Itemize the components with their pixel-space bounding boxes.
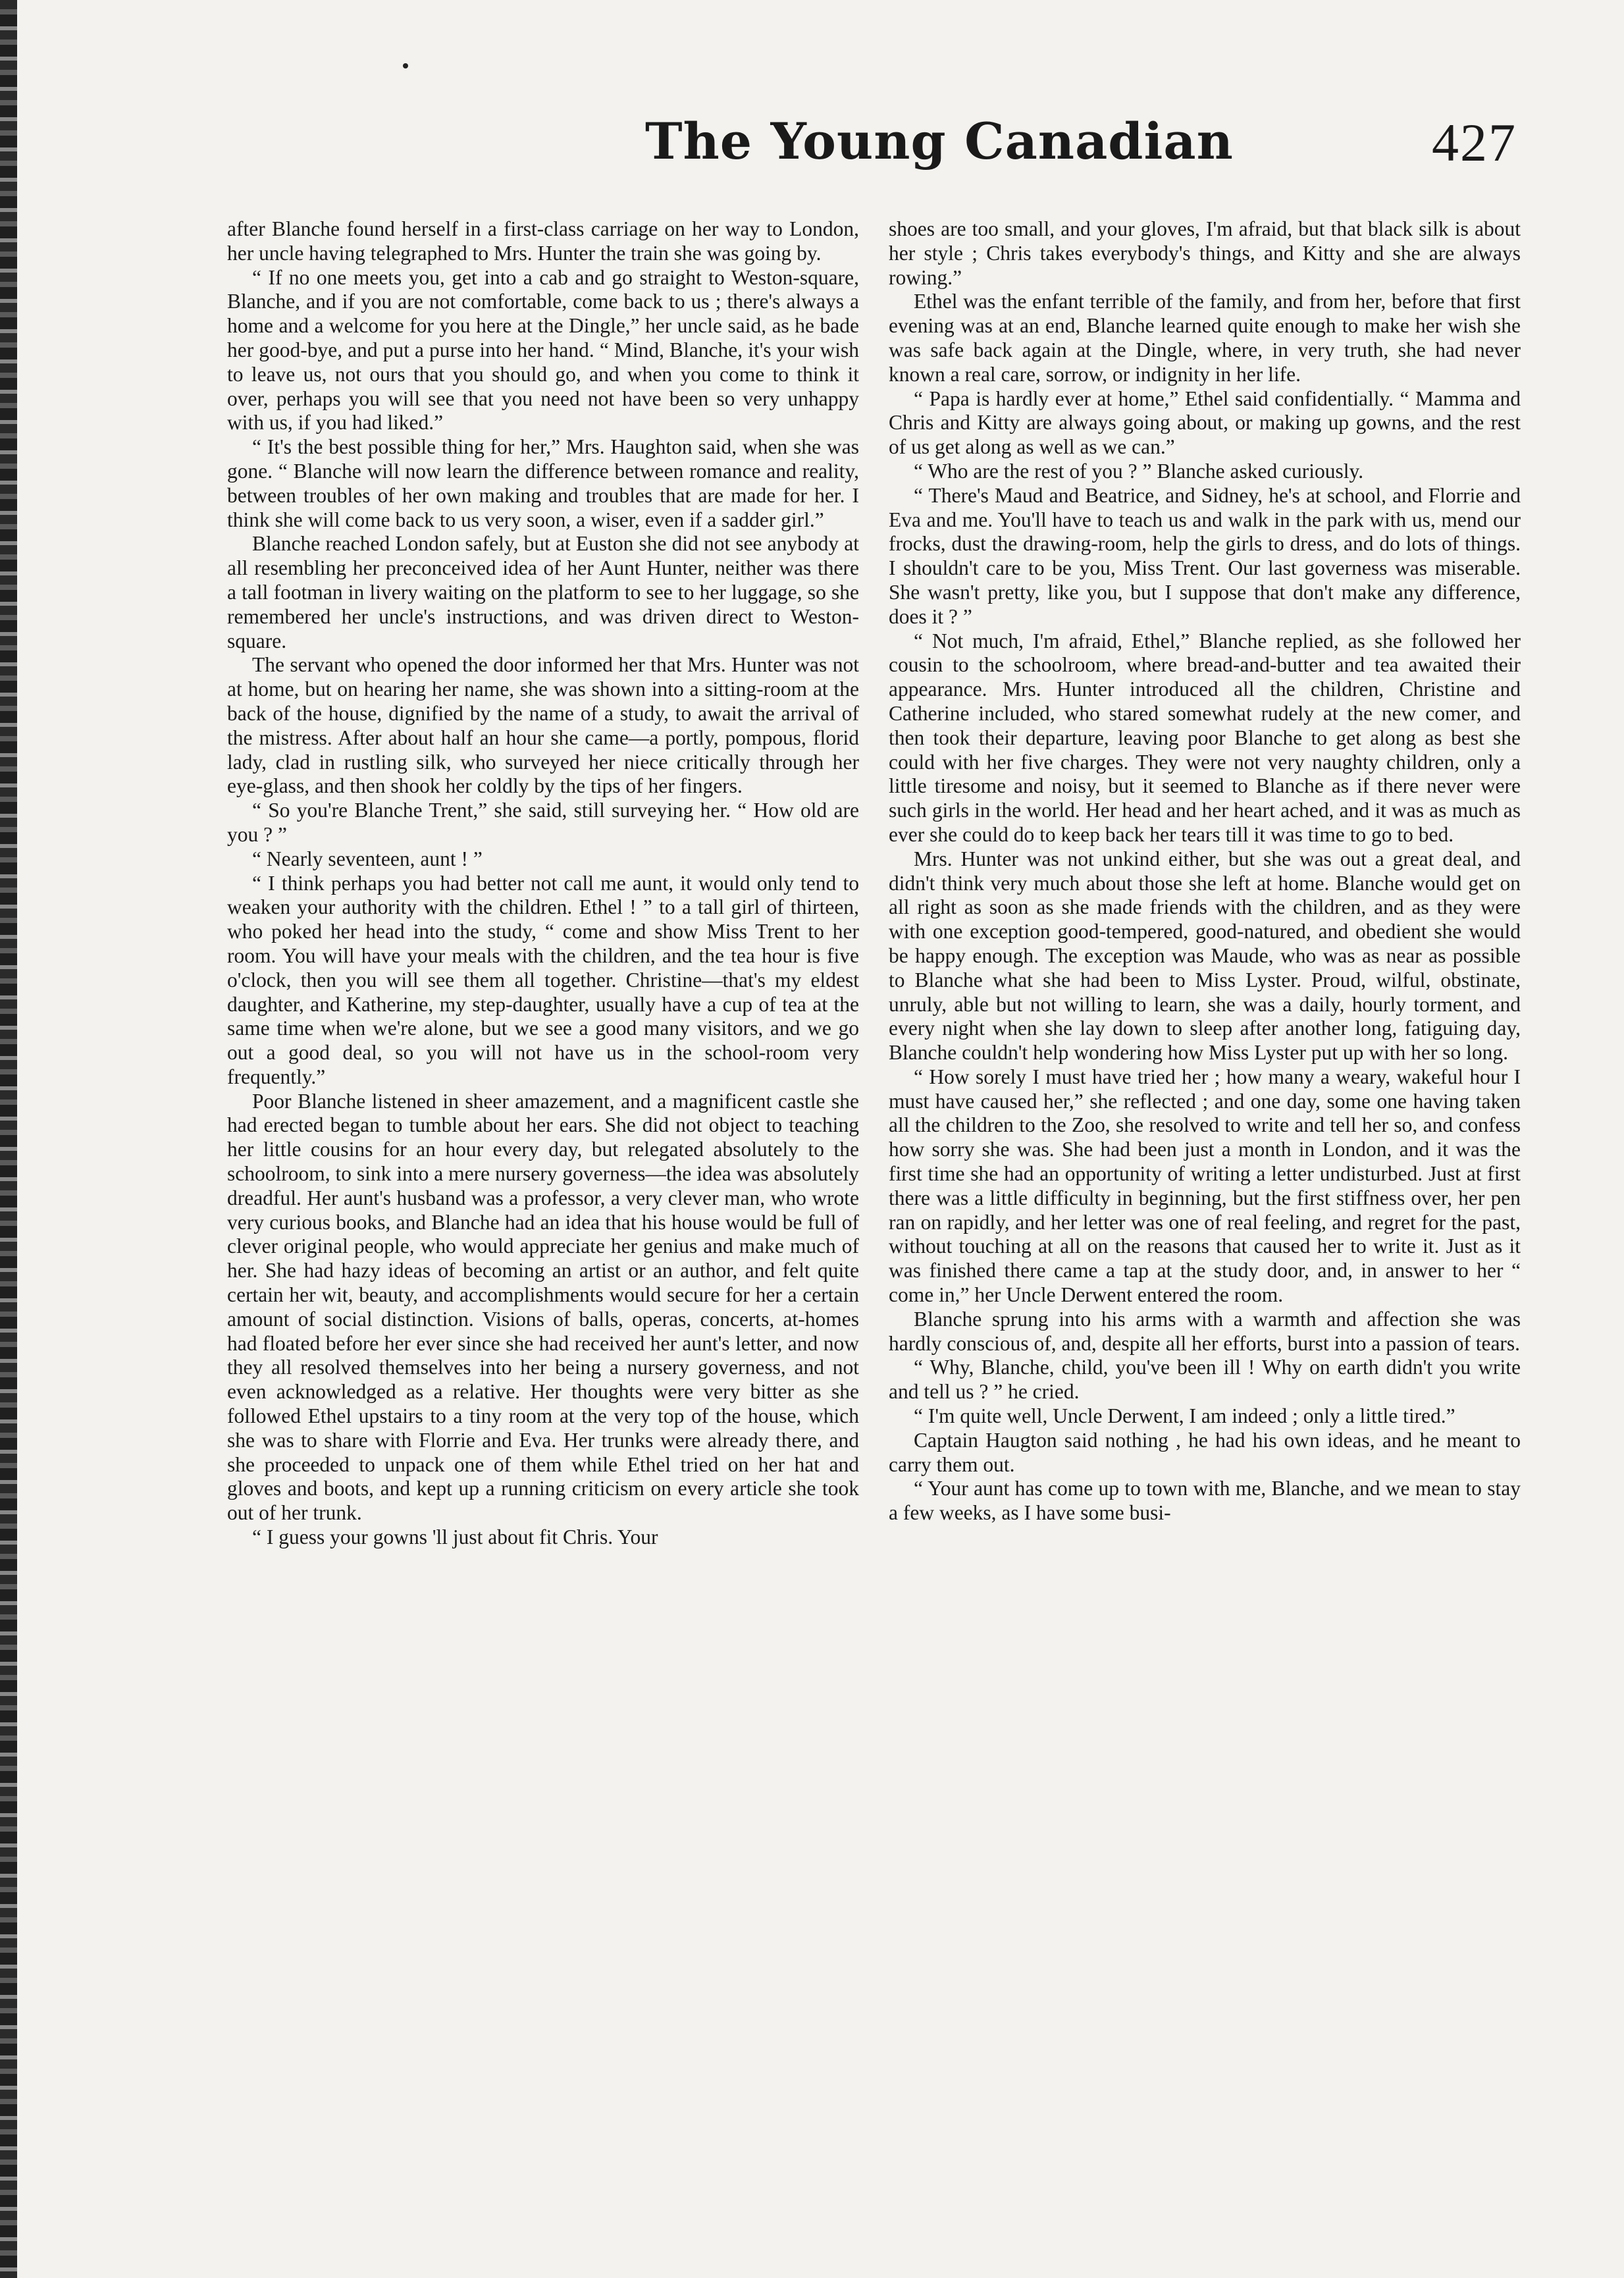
paragraph: shoes are too small, and your gloves, I'm afraid, but that black silk is about her style ; Chris takes everybody's things, and Kitty and she are always rowing.” xyxy=(889,217,1521,289)
paragraph: “ So you're Blanche Trent,” she said, still surveying her. “ How old are you ? ” xyxy=(227,799,859,846)
paragraph: “ Papa is hardly ever at home,” Ethel said confidentially. “ Mamma and Chris and Kitty are always going about, or making up gowns, and the rest of us get along as well as we can.” xyxy=(889,386,1521,459)
paragraph: Ethel was the enfant terrible of the family, and from her, before that first evening was at an end, Blanche learned quite enough to make her wish she was safe back again at the Dingle, where, in very truth, she had never known a real care, sorrow, or indignity in her life. xyxy=(889,290,1521,386)
left-column xyxy=(227,217,859,1550)
paragraph: “ If no one meets you, get into a cab and go straight to Weston-square, Blanche, and if you are not comfortable, come back to us ; there's always a home and a welcome for you here at the Dingle,” her uncle said, as he bade her good-bye, and put a purse into her hand. “ Mind, Blanche, it's your wish to leave us, not ours that you should go, and when you come to think it over, perhaps you will see that you need not have been so very unhappy with us, if you had liked.” xyxy=(227,265,859,435)
paragraph: The servant who opened the door informed her that Mrs. Hunter was not at home, but on hearing her name, she was shown into a sitting-room at the back of the house, dignified by the name of a study, to await the arrival of the mistress. After about half an hour she came—a portly, pompous, florid lady, clad in rustling silk, who surveyed her niece critically through her eye-glass, and then shook her coldly by the tips of her fingers. xyxy=(227,653,859,798)
paragraph: “ I'm quite well, Uncle Derwent, I am indeed ; only a little tired.” xyxy=(914,1404,1455,1428)
paragraph: Mrs. Hunter was not unkind either, but she was out a great deal, and didn't think very much about those she left at home. Blanche would get on all right as soon as she made friends with the children, and as they were with one exception good-tempered, good-natured, and obedient she would be happy enough. The exception was Maude, who was as near as possible to Blanche what she had been to Miss Lyster. Proud, wilful, obstinate, unruly, able but not willing to learn, she was a daily, hourly torment, and every night when she lay down to sleep after another long, fatiguing day, Blanche couldn't help wondering how Miss Lyster put up with her so long. xyxy=(889,847,1521,1065)
ink-speck xyxy=(403,63,408,68)
paragraph: “ Your aunt has come up to town with me, Blanche, and we mean to stay a few weeks, as I have some busi- xyxy=(889,1477,1521,1525)
right-column xyxy=(889,217,1521,1525)
page-number: 427 xyxy=(1432,113,1517,172)
paragraph: “ Who are the rest of you ? ” Blanche asked curiously. xyxy=(914,459,1364,483)
paragraph: “ How sorely I must have tried her ; how many a weary, wakeful hour I must have caused her,” she reflected ; and one day, some one having taken all the children to the Zoo, she resolved to write and tell her so, and confess how sorry she was. She had been just a month in London, and it was the first time she had an opportunity of writing a letter undisturbed. Just at first there was a little difficulty in beginning, but the first stiffness over, her pen ran on rapidly, and her letter was one of real feeling, and regret for the past, without touching at all on the reasons that caused her to write it. Just as it was finished there came a tap at the study door, and, in answer to her “ come in,” her Uncle Derwent entered the room. xyxy=(889,1065,1521,1307)
paragraph: Poor Blanche listened in sheer amazement, and a magnificent castle she had erected began to tumble about her ears. She did not object to teaching her little cousins for an hour every day, but relegated absolutely to the schoolroom, to sink into a mere nursery governess—the idea was absolutely dreadful. Her aunt's husband was a professor, a very clever man, who wrote very curious books, and Blanche had an idea that his house would be full of clever original people, who would appreciate her genius and make much of her. She had hazy ideas of becoming an artist or an author, and felt quite certain her wit, beauty, and accomplishments would secure for her a certain amount of social distinction. Visions of balls, operas, concerts, at-homes had floated before her ever since she had received her aunt's letter, and now they all resolved themselves into her being a nursery governess, and not even acknowledged as a relative. Her thoughts were very bitter as she followed Ethel upstairs to a tiny room at the very top of the house, which she was to share with Florrie and Eva. Her trunks were already there, and she proceeded to unpack one of them while Ethel tried on her hat and gloves and boots, and kept up a running criticism on every article she took out of her trunk. xyxy=(227,1089,859,1525)
paragraph: “ Why, Blanche, child, you've been ill ! Why on earth didn't you write and tell us ? ” he cried. xyxy=(889,1356,1521,1404)
paragraph: Blanche reached London safely, but at Euston she did not see anybody at all resembling her preconceived idea of her Aunt Hunter, neither was there a tall footman in livery waiting on the platform to see to her luggage, so she remembered her uncle's instructions, and was driven direct to Weston-square. xyxy=(227,532,859,652)
paragraph: “ I guess your gowns 'll just about fit Chris. Your xyxy=(252,1525,658,1549)
paragraph: “ I think perhaps you had better not call me aunt, it would only tend to weaken your authority with the children. Ethel ! ” to a tall girl of thirteen, who poked her head into the study, “ come and show Miss Trent to her room. You will have your meals with the children, and the tea hour is five o'clock, then you will see them all together. Christine—that's my eldest daughter, and Katherine, my step-daughter, usually have a cup of tea at the same time when we're alone, but we see a good many visitors, and we go out a good deal, so you will not have us in the school-room very frequently.” xyxy=(227,871,859,1088)
paragraph: “ Nearly seventeen, aunt ! ” xyxy=(252,847,483,870)
paragraph: “ There's Maud and Beatrice, and Sidney, he's at school, and Florrie and Eva and me. You'll have to teach us and walk in the park with us, mend our frocks, dust the drawing-room, help the girls to dress, and do lots of things. I shouldn't care to be you, Miss Trent. Our last governess was miserable. She wasn't pretty, like you, but I suppose that don't make any difference, does it ? ” xyxy=(889,483,1521,628)
paragraph: “ It's the best possible thing for her,” Mrs. Haughton said, when she was gone. “ Blanche will now learn the difference between romance and reality, between troubles of her own making and troubles that are made for her. I think she will come back to us very soon, a wiser, even if a sadder girl.” xyxy=(227,435,859,531)
paragraph: after Blanche found herself in a first-class carriage on her way to London, her uncle having telegraphed to Mrs. Hunter the train she was going by. xyxy=(227,217,859,265)
paragraph: Captain Haugton said nothing , he had his own ideas, and he meant to carry them out. xyxy=(889,1428,1521,1476)
paragraph: “ Not much, I'm afraid, Ethel,” Blanche replied, as she followed her cousin to the schoolroom, where bread-and-butter and tea awaited their appearance. Mrs. Hunter introduced all the children, Christine and Catherine included, who stared somewhat rudely at the new comer, and then took their departure, leaving poor Blanche to get along as best she could with her five charges. They were not very naughty children, only a little tiresome and noisy, but it seemed to Blanche as if there never were such girls in the world. Her head and her heart ached, and it was as much as ever she could do to keep back her tears till it was time to go to bed. xyxy=(889,629,1521,846)
magazine-title: The Young Canadian xyxy=(645,112,1234,171)
paragraph: Blanche sprung into his arms with a warmth and affection she was hardly conscious of, and, despite all her efforts, burst into a passion of tears. xyxy=(889,1307,1521,1355)
scanned-page-edge xyxy=(0,0,17,2278)
